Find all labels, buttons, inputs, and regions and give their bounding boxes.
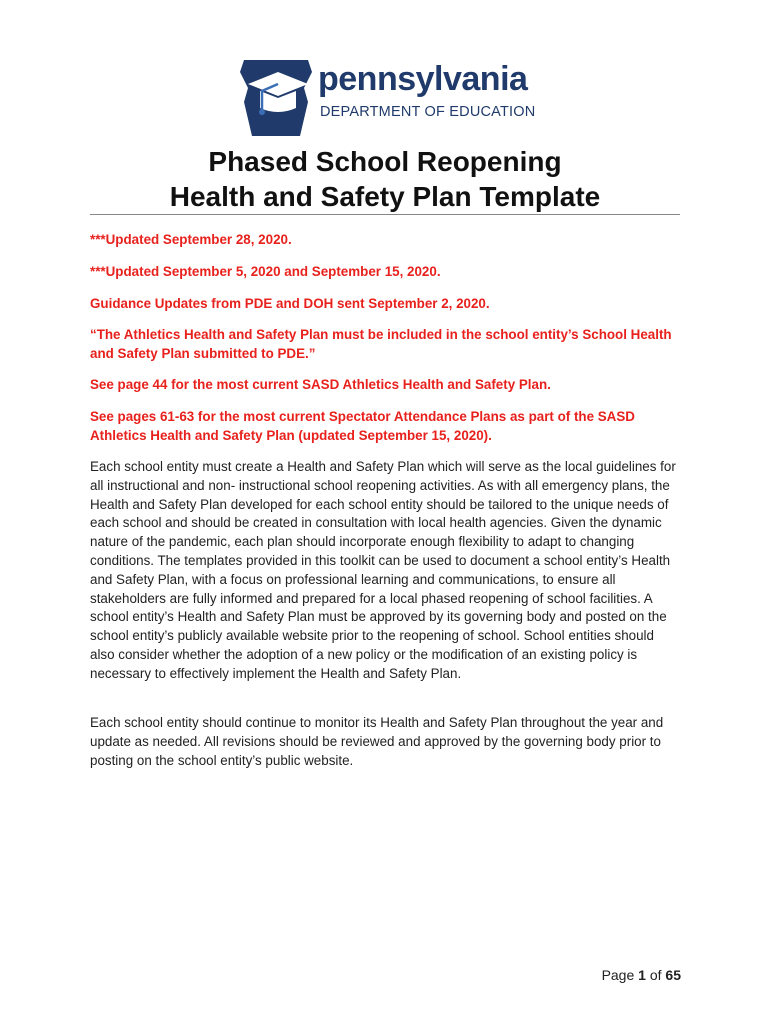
of-label: of <box>649 967 662 983</box>
update-note-5: See page 44 for the most current SASD Athletics Health and Safety Plan. <box>90 377 551 392</box>
total-pages: 65 <box>665 967 681 983</box>
page-label: Page <box>601 967 635 983</box>
title-divider <box>90 214 680 215</box>
update-note-2: ***Updated September 5, 2020 and September 15, 2020. <box>90 264 441 279</box>
current-page: 1 <box>638 967 646 983</box>
page-number <box>602 967 681 983</box>
update-note-1: ***Updated September 28, 2020. <box>90 232 292 247</box>
logo-wordmark: pennsylvania <box>318 60 528 98</box>
update-note-3: Guidance Updates from PDE and DOH sent September 2, 2020. <box>90 296 490 311</box>
keystone-graduation-cap-icon <box>238 58 314 138</box>
title-line-1: Phased School Reopening <box>208 146 562 177</box>
body-paragraph-1: Each school entity must create a Health and Safety Plan which will serve as the local guidelines for all instructional and non- instructional school reopening activities. As with all emergency plans, the Health and Safety Plan developed for each school entity should be tailored to the unique needs of each school and should be created in consultation with local health agencies. Given the dynamic nature of the pandemic, each plan should incorporate enough flexibility to adapt to changing conditions. The templates provided in this toolkit can be used to document a school entity’s Health and Safety Plan, with a focus on professional learning and communications, to ensure all stakeholders are fully informed and prepared for a local phased reopening of school facilities. A school entity’s Health and Safety Plan must be approved by its governing body and posted on the school entity’s publicly available website prior to the reopening of school. School entities should also consider whether the adoption of a new policy or the modification of an existing policy is necessary to effectively implement the Health and Safety Plan. <box>90 459 676 681</box>
pde-logo <box>238 58 538 138</box>
page-title <box>90 144 680 214</box>
title-line-2: Health and Safety Plan Template <box>169 181 601 212</box>
update-note-4: “The Athletics Health and Safety Plan must be included in the school entity’s School Health and Safety Plan submitted to PDE.” <box>90 327 672 361</box>
body-paragraph-2: Each school entity should continue to monitor its Health and Safety Plan throughout the year and update as needed. All revisions should be reviewed and approved by the governing body prior to posting on the school entity’s public website. <box>90 715 664 768</box>
update-note-6: See pages 61-63 for the most current Spectator Attendance Plans as part of the SASD Athletics Health and Safety Plan (updated September 15, 2020). <box>90 409 635 443</box>
logo-department: DEPARTMENT OF EDUCATION <box>320 104 536 120</box>
